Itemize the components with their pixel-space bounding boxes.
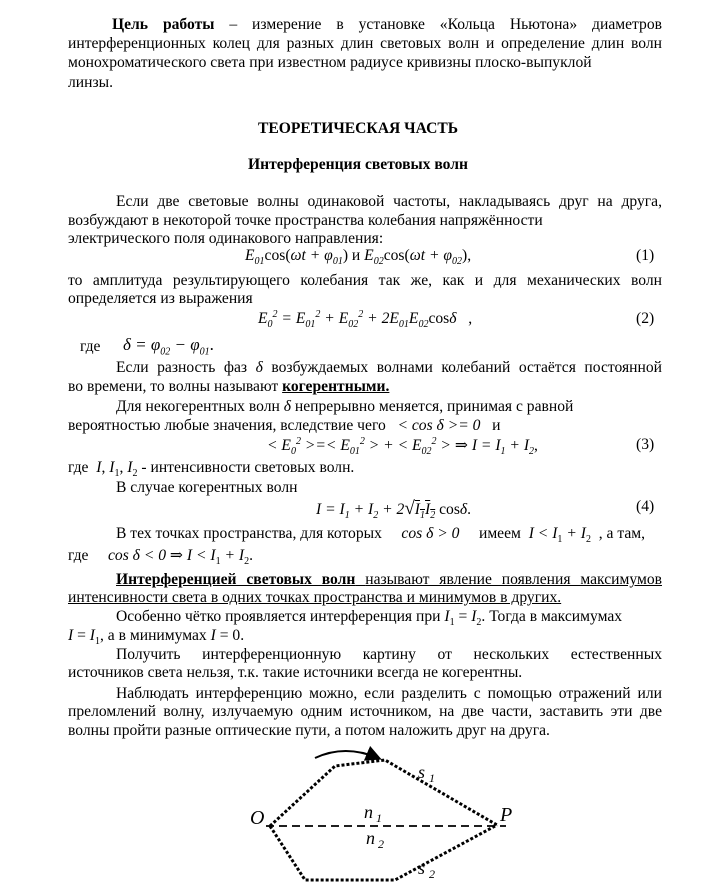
p3-line-2: во времени, то волны называют когерентными.	[68, 378, 390, 395]
where-label-1: где	[80, 338, 101, 355]
label-n2: n	[366, 828, 375, 848]
p7-line-1: В тех точках пространства, для которых cos δ > 0 имеем $I < I_1 + I_2$ , а там,	[116, 525, 646, 546]
label-s2-index: 2	[429, 867, 435, 881]
term-interference: Интерференцией световых волн	[116, 571, 356, 588]
p4-line-2: вероятностью любые значения, вследствие чего < cos δ >= 0 и	[68, 417, 501, 434]
equation-4: $I = I_1 + I_2 + 2√I_1I_2$ cosδ.	[316, 498, 472, 522]
equation-3-number: (3)	[636, 436, 655, 453]
p1-line-2: возбуждают в некоторой точке пространства колебания напряжённости	[68, 212, 543, 229]
goal-line-1: Цель работы – измерение в установке «Кольца Ньютона» диаметров	[112, 16, 662, 33]
equation-1: $E_{01}\cos(\omega t + \varphi_{01})$ и $E_{02}\cos(\omega t + \varphi_{02})$,	[245, 247, 472, 268]
label-n1-index: 1	[376, 811, 382, 825]
p10-line-2: источников света нельзя, т.к. такие источники всегда не когерентны.	[68, 664, 523, 681]
term-coherent: когерентными.	[282, 378, 390, 395]
p1-line-1: Если две световые волны одинаковой частоты, накладываясь друг на друга,	[116, 193, 662, 210]
interference-diagram	[0, 738, 716, 888]
goal-label: Цель работы	[112, 16, 215, 33]
label-s1: s	[418, 762, 426, 782]
equation-2-number: (2)	[636, 310, 655, 327]
goal-line-3: монохроматического света при известном радиусе кривизны плоско-выпуклой	[68, 54, 592, 71]
p11-line-3: волны пройти разные оптические пути, а потом наложить друг на друга.	[68, 722, 550, 739]
p2-line-1: то амплитуда результирующего колебания так же, как и для механических волн	[68, 272, 662, 289]
p9-line-1: Особенно чётко проявляется интерференция при $I_1 = I_2$. Тогда в максимумах	[116, 608, 623, 629]
p11-line-2: преломлений волну, излучаемую одним источником, на две части, заставить эти две	[68, 703, 662, 720]
label-O: O	[250, 807, 265, 829]
goal-line-4: линзы.	[68, 74, 114, 91]
subsection-title: Интерференция световых волн	[247, 156, 469, 173]
p2-line-2: определяется из выражения	[68, 290, 253, 307]
label-P: P	[500, 804, 513, 826]
p6-line: В случае когерентных волн	[116, 479, 298, 496]
label-s2: s	[418, 858, 426, 878]
equation-3: < $E_0^2$ >=< $E_{01}^2$ > + < $E_{02}^2$ > ⇒ $I = I_1 + I_2$,	[267, 435, 538, 458]
label-n2-index: 2	[378, 837, 384, 851]
p1-line-3: электрического поля одинакового направления:	[68, 230, 384, 247]
p11-line-1: Наблюдать интерференцию можно, если разделить с помощью отражений или	[116, 685, 662, 702]
p4-line-1: Для некогерентных волн δ непрерывно меняется, принимая с равной	[116, 398, 574, 415]
lower-ray-path	[270, 825, 497, 880]
goal-line-2: интерференционных колец для разных длин световых волн и определение длин волн	[68, 35, 662, 52]
p5-line: где I, $I_1$, $I_2$ - интенсивности световых волн.	[68, 459, 355, 480]
p8-line-2: интенсивности света в одних точках пространства и минимумов в других.	[68, 589, 562, 606]
equation-1-number: (1)	[636, 247, 655, 264]
p7-line-2: где cos δ < 0 ⇒ $I < I_1 + I_2$.	[68, 547, 254, 568]
label-s1-index: 1	[429, 771, 435, 785]
p8-line-1: Интерференцией световых волн называют явление появления максимумов	[116, 571, 662, 588]
section-title: ТЕОРЕТИЧЕСКАЯ ЧАСТЬ	[257, 120, 459, 137]
p10-line-1: Получить интерференционную картину от нескольких естественных	[116, 646, 662, 663]
equation-2: $E_0^2 = E_{01}^2 + E_{02}^2 + 2E_{01}E_{02}\cos\delta$ ,	[258, 308, 473, 331]
direction-arrow	[315, 751, 378, 758]
upper-ray-path	[270, 760, 497, 826]
equation-4-number: (4)	[636, 498, 655, 515]
delta-definition: $\delta = \varphi_{02} - \varphi_{01}$.	[123, 335, 214, 358]
p3-line-1: Если разность фаз δ возбуждаемых волнами колебаний остаётся постоянной	[116, 359, 662, 376]
label-n1: n	[364, 802, 373, 822]
p9-line-2: $I = I_1$, а в минимумах I = 0.	[68, 627, 245, 648]
